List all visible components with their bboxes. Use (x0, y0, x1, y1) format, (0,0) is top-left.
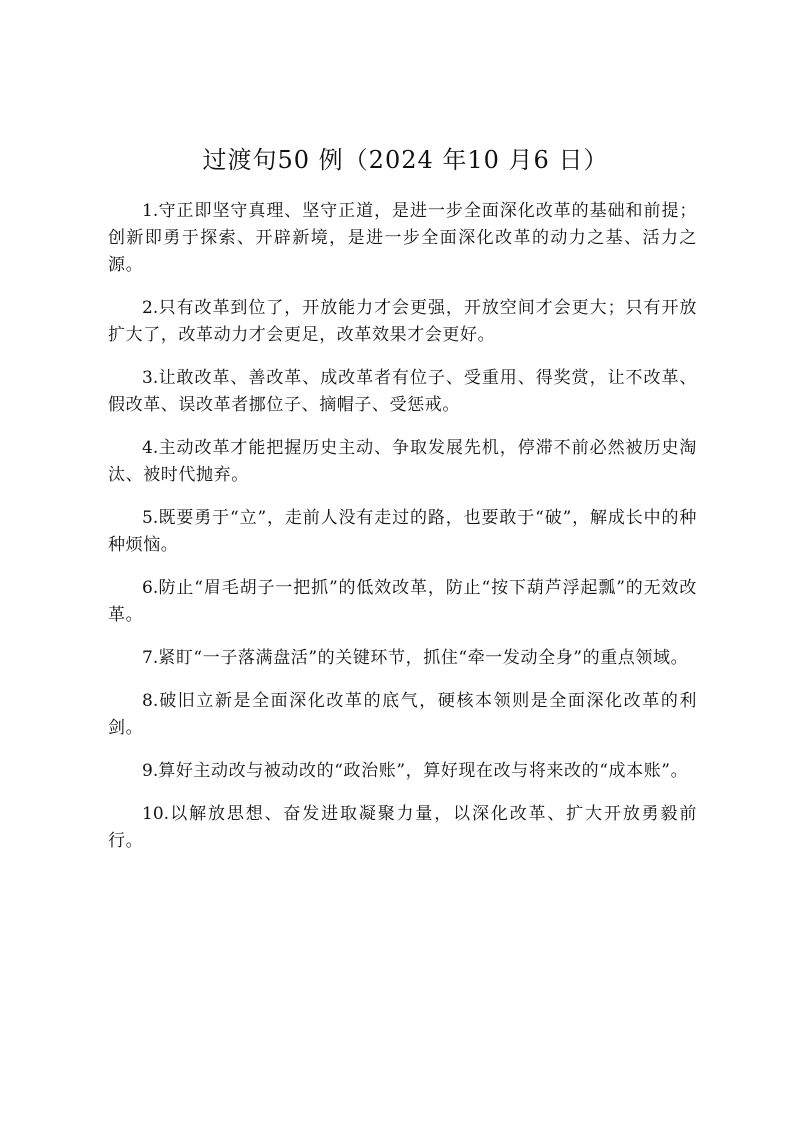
item-text: 以解放思想、奋发进取凝聚力量，以深化改革、扩大开放勇毅前行。 (108, 804, 697, 851)
document-title: 过渡句50 例（2024 年10 月6 日） (202, 146, 609, 174)
item-number: 4. (142, 438, 159, 458)
item-number: 6. (142, 578, 159, 598)
list-item-3 (108, 365, 697, 419)
item-text: 只有改革到位了，开放能力才会更强，开放空间才会更大；只有开放扩大了，改革动力才会更足，改革效果才会更好。 (108, 298, 697, 345)
item-number: 10. (142, 804, 170, 824)
item-text: 紧盯“一子落满盘活”的关键环节，抓住“牵一发动全身”的重点领域。 (158, 648, 689, 668)
list-item-1 (108, 198, 697, 279)
item-number: 8. (142, 691, 159, 711)
list-item-10 (108, 801, 697, 855)
list-item-4 (108, 435, 697, 489)
item-number: 1. (142, 201, 159, 221)
item-text: 既要勇于“立”，走前人没有走过的路，也要敢于“破”，解成长中的种种烦恼。 (108, 508, 697, 555)
item-number: 9. (142, 761, 159, 781)
item-text: 破旧立新是全面深化改革的底气，硬核本领则是全面深化改革的利剑。 (108, 691, 697, 738)
list-item-2 (108, 295, 697, 349)
item-number: 2. (142, 298, 159, 318)
item-text: 让敢改革、善改革、成改革者有位子、受重用、得奖赏，让不改革、假改革、误改革者挪位子、摘帽子、受惩戒。 (108, 368, 697, 415)
list-item-7 (108, 645, 697, 672)
item-text: 防止“眉毛胡子一把抓”的低效改革，防止“按下葫芦浮起瓢”的无效改革。 (108, 578, 697, 625)
item-number: 5. (142, 508, 159, 528)
list-item-5 (108, 505, 697, 559)
item-text: 守正即坚守真理、坚守正道，是进一步全面深化改革的基础和前提；创新即勇于探索、开辟新境，是进一步全面深化改革的动力之基、活力之源。 (108, 201, 697, 275)
item-text: 主动改革才能把握历史主动、争取发展先机，停滞不前必然被历史淘汰、被时代抛弃。 (108, 438, 697, 485)
list-item-6 (108, 575, 697, 629)
item-text: 算好主动改与被动改的“政治账”，算好现在改与将来改的“成本账”。 (158, 761, 689, 781)
item-number: 7. (142, 648, 159, 668)
item-number: 3. (142, 368, 159, 388)
list-item-8 (108, 688, 697, 742)
list-item-9 (108, 758, 697, 785)
